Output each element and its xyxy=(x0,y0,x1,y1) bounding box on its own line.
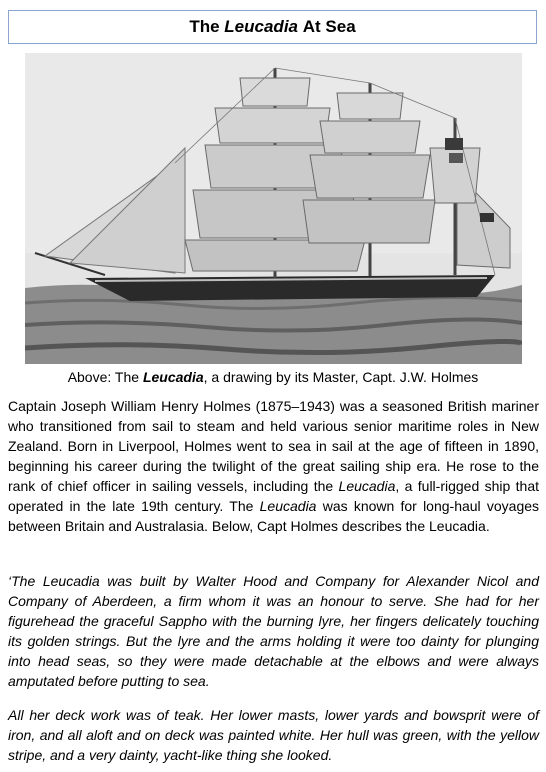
caption-ship-name: Leucadia xyxy=(142,369,204,385)
intro-text-part-1: Captain Joseph William Henry Holmes (1875–1943) was a seasoned British mariner who transitioned from sail to steam and held various senior maritime roles in New Zealand. Born in Liverpool, Holmes went to sea in sail at the age of fifteen in 1890, beginning his career during the twilight of the great sailing ship era. He rose to the rank of chief officer in sailing vessels, including the xyxy=(8,398,539,494)
caption-prefix: Above: The xyxy=(67,369,140,385)
title-suffix: At Sea xyxy=(302,17,356,36)
quote-paragraph-2: All her deck work was of teak. Her lower masts, lower yards and bowsprit were of iron, and all aloft and on deck was painted white. Her hull was green, with the yellow stripe, and a very dainty, yacht-like thing she looked. xyxy=(8,707,539,763)
ship-drawing xyxy=(25,53,522,364)
caption-suffix: , a drawing by its Master, Capt. J.W. Holmes xyxy=(203,369,479,385)
quote-paragraph-1: ‘The Leucadia was built by Walter Hood and Company for Alexander Nicol and Company of Aberdeen, a firm whom it was an honour to serve. She had for her figurehead the graceful Sappho with the burning lyre, her fingers delicately touching its golden strings. But the lyre and the arms holding it were too dainty for plunging into head seas, so they were made detachable at the elbows and were always amputated before putting to sea. xyxy=(8,573,539,689)
title-ship-name: Leucadia xyxy=(224,17,298,36)
intro-text-part-3: was known for long-haul voyages between Britain and Australasia. Below, Capt Holmes describes the Leucadia. xyxy=(8,498,540,534)
intro-ship-name-1: Leucadia xyxy=(338,478,396,494)
intro-ship-name-2: Leucadia xyxy=(259,498,317,514)
intro-text-part-2: , a full-rigged ship that operated in the late 19th century. The xyxy=(8,478,540,514)
title-prefix: The xyxy=(189,17,220,36)
intro-paragraph xyxy=(8,396,539,536)
page-title xyxy=(8,10,537,44)
figure-caption xyxy=(0,368,546,386)
